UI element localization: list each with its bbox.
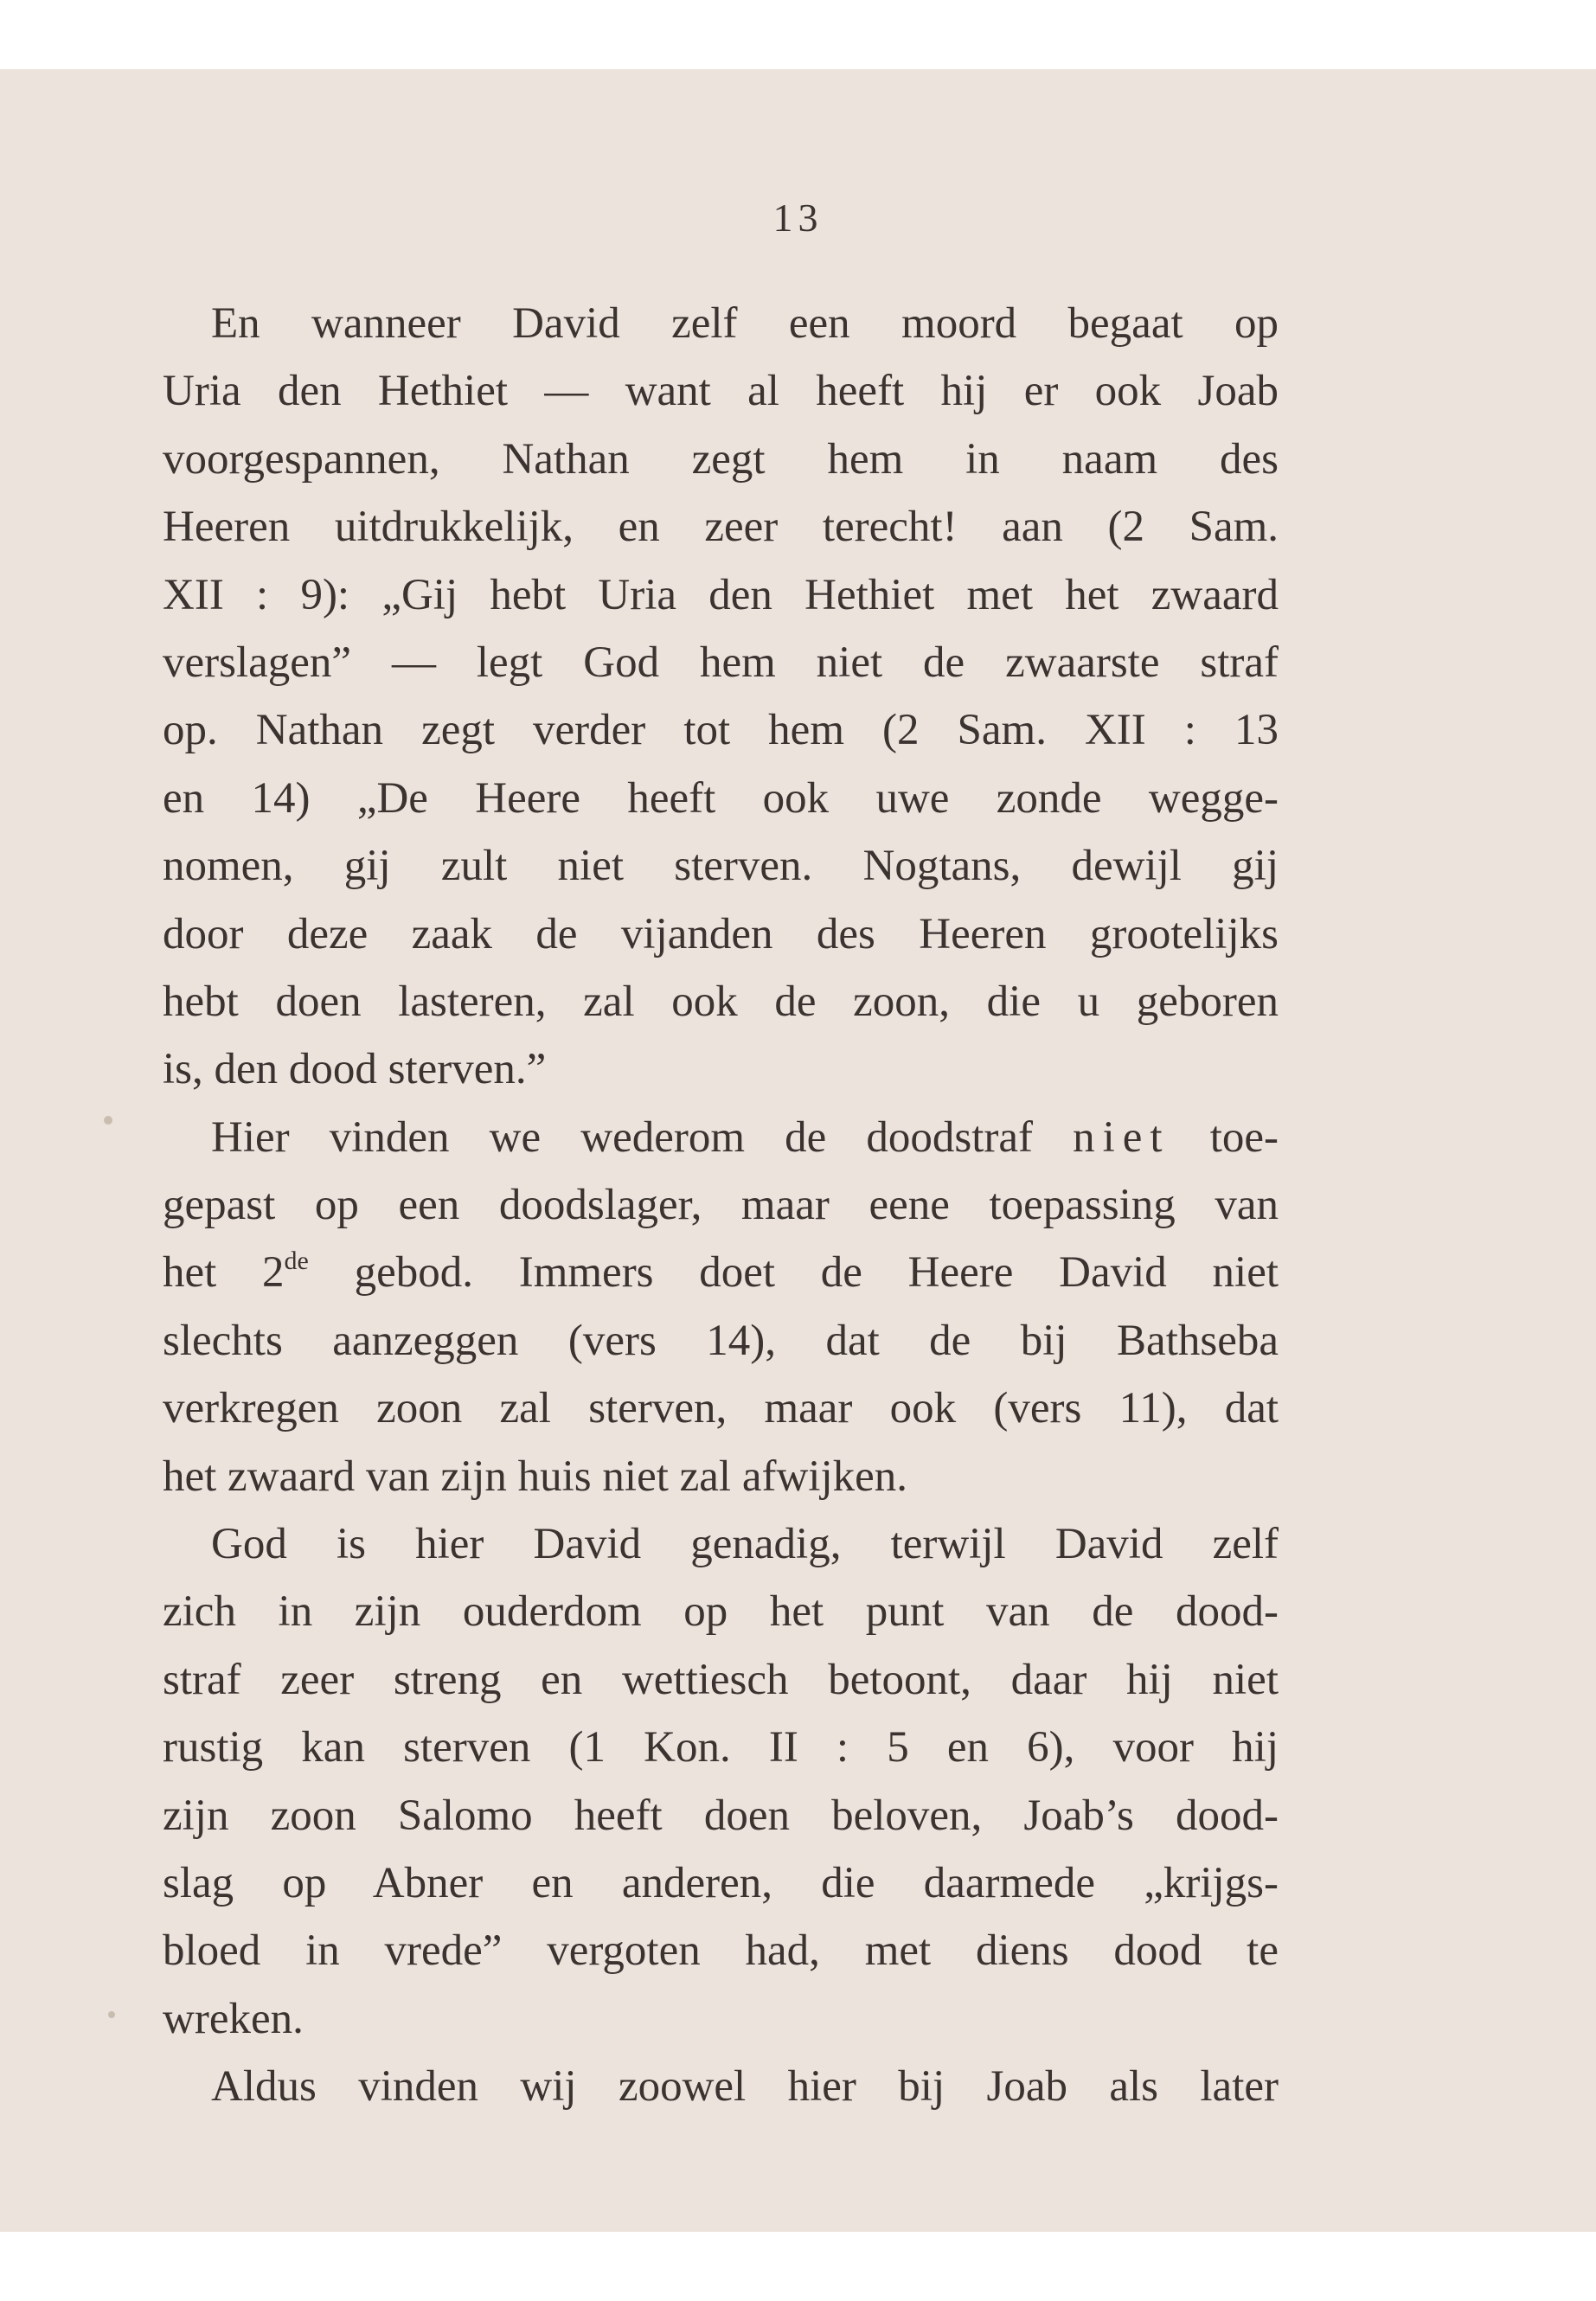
text-segment: Hier vinden we wederom de doodstraf bbox=[211, 1112, 1074, 1162]
text-line: gepast op een doodslager, maar eene toepassing van bbox=[163, 1181, 1279, 1230]
text-segment: gebod. Immers doet de Heere David niet bbox=[308, 1248, 1279, 1298]
text-line: bloed in vrede” vergoten had, met diens dood te bbox=[163, 1926, 1279, 1976]
book-page bbox=[0, 69, 1596, 2232]
text-line: nomen, gij zult niet sterven. Nogtans, dewijl gij bbox=[163, 842, 1279, 891]
page-number: 13 bbox=[772, 195, 824, 240]
text-line: op. Nathan zegt verder tot hem (2 Sam. XII : 13 bbox=[163, 706, 1279, 755]
text-line: is, den dood sterven.” bbox=[163, 1045, 547, 1094]
text-line: verslagen” — legt God hem niet de zwaarste straf bbox=[163, 638, 1279, 687]
text-line: wreken. bbox=[163, 1994, 304, 2043]
text-line: Heeren uitdrukkelijk, en zeer terecht! aan (2 Sam. bbox=[163, 503, 1279, 552]
text-line: Aldus vinden wij zoowel hier bij Joab als later bbox=[211, 2062, 1279, 2112]
text-line: slag op Abner en anderen, die daarmede „krijgs- bbox=[163, 1858, 1279, 1907]
text-segment: toe- bbox=[1170, 1112, 1279, 1162]
text-line: zijn zoon Salomo heeft doen beloven, Joab’s dood- bbox=[163, 1791, 1279, 1840]
text-line: zich in zijn ouderdom op het punt van de dood- bbox=[163, 1587, 1279, 1637]
body-text bbox=[163, 290, 1279, 2121]
text-line bbox=[163, 1104, 1279, 1171]
text-line: XII : 9): „Gij hebt Uria den Hethiet met het zwaard bbox=[163, 570, 1279, 619]
emphasized-word: niet bbox=[1073, 1112, 1170, 1162]
text-line: straf zeer streng en wettiesch betoont, daar hij niet bbox=[163, 1655, 1279, 1704]
superscript: de bbox=[284, 1247, 309, 1276]
text-line: rustig kan sterven (1 Kon. II : 5 en 6), voor hij bbox=[163, 1723, 1279, 1772]
text-line: hebt doen lasteren, zal ook de zoon, die u geboren bbox=[163, 977, 1279, 1026]
text-segment: het 2 bbox=[163, 1248, 285, 1298]
text-line: Uria den Hethiet — want al heeft hij er ook Joab bbox=[163, 367, 1279, 416]
text-line bbox=[163, 1239, 1279, 1306]
text-line: door deze zaak de vijanden des Heeren grootelijks bbox=[163, 909, 1279, 958]
text-line: slechts aanzeggen (vers 14), dat de bij Bathseba bbox=[163, 1316, 1279, 1365]
text-line: En wanneer David zelf een moord begaat op bbox=[211, 299, 1279, 348]
paper-spot bbox=[104, 1116, 112, 1125]
paper-spot bbox=[108, 2011, 115, 2018]
text-line: en 14) „De Heere heeft ook uwe zonde wegge- bbox=[163, 773, 1279, 823]
text-line: verkregen zoon zal sterven, maar ook (vers 11), dat bbox=[163, 1384, 1279, 1433]
text-line: het zwaard van zijn huis niet zal afwijken. bbox=[163, 1452, 907, 1501]
text-line: voorgespannen, Nathan zegt hem in naam des bbox=[163, 434, 1279, 484]
text-line: God is hier David genadig, terwijl David zelf bbox=[211, 1520, 1279, 1569]
